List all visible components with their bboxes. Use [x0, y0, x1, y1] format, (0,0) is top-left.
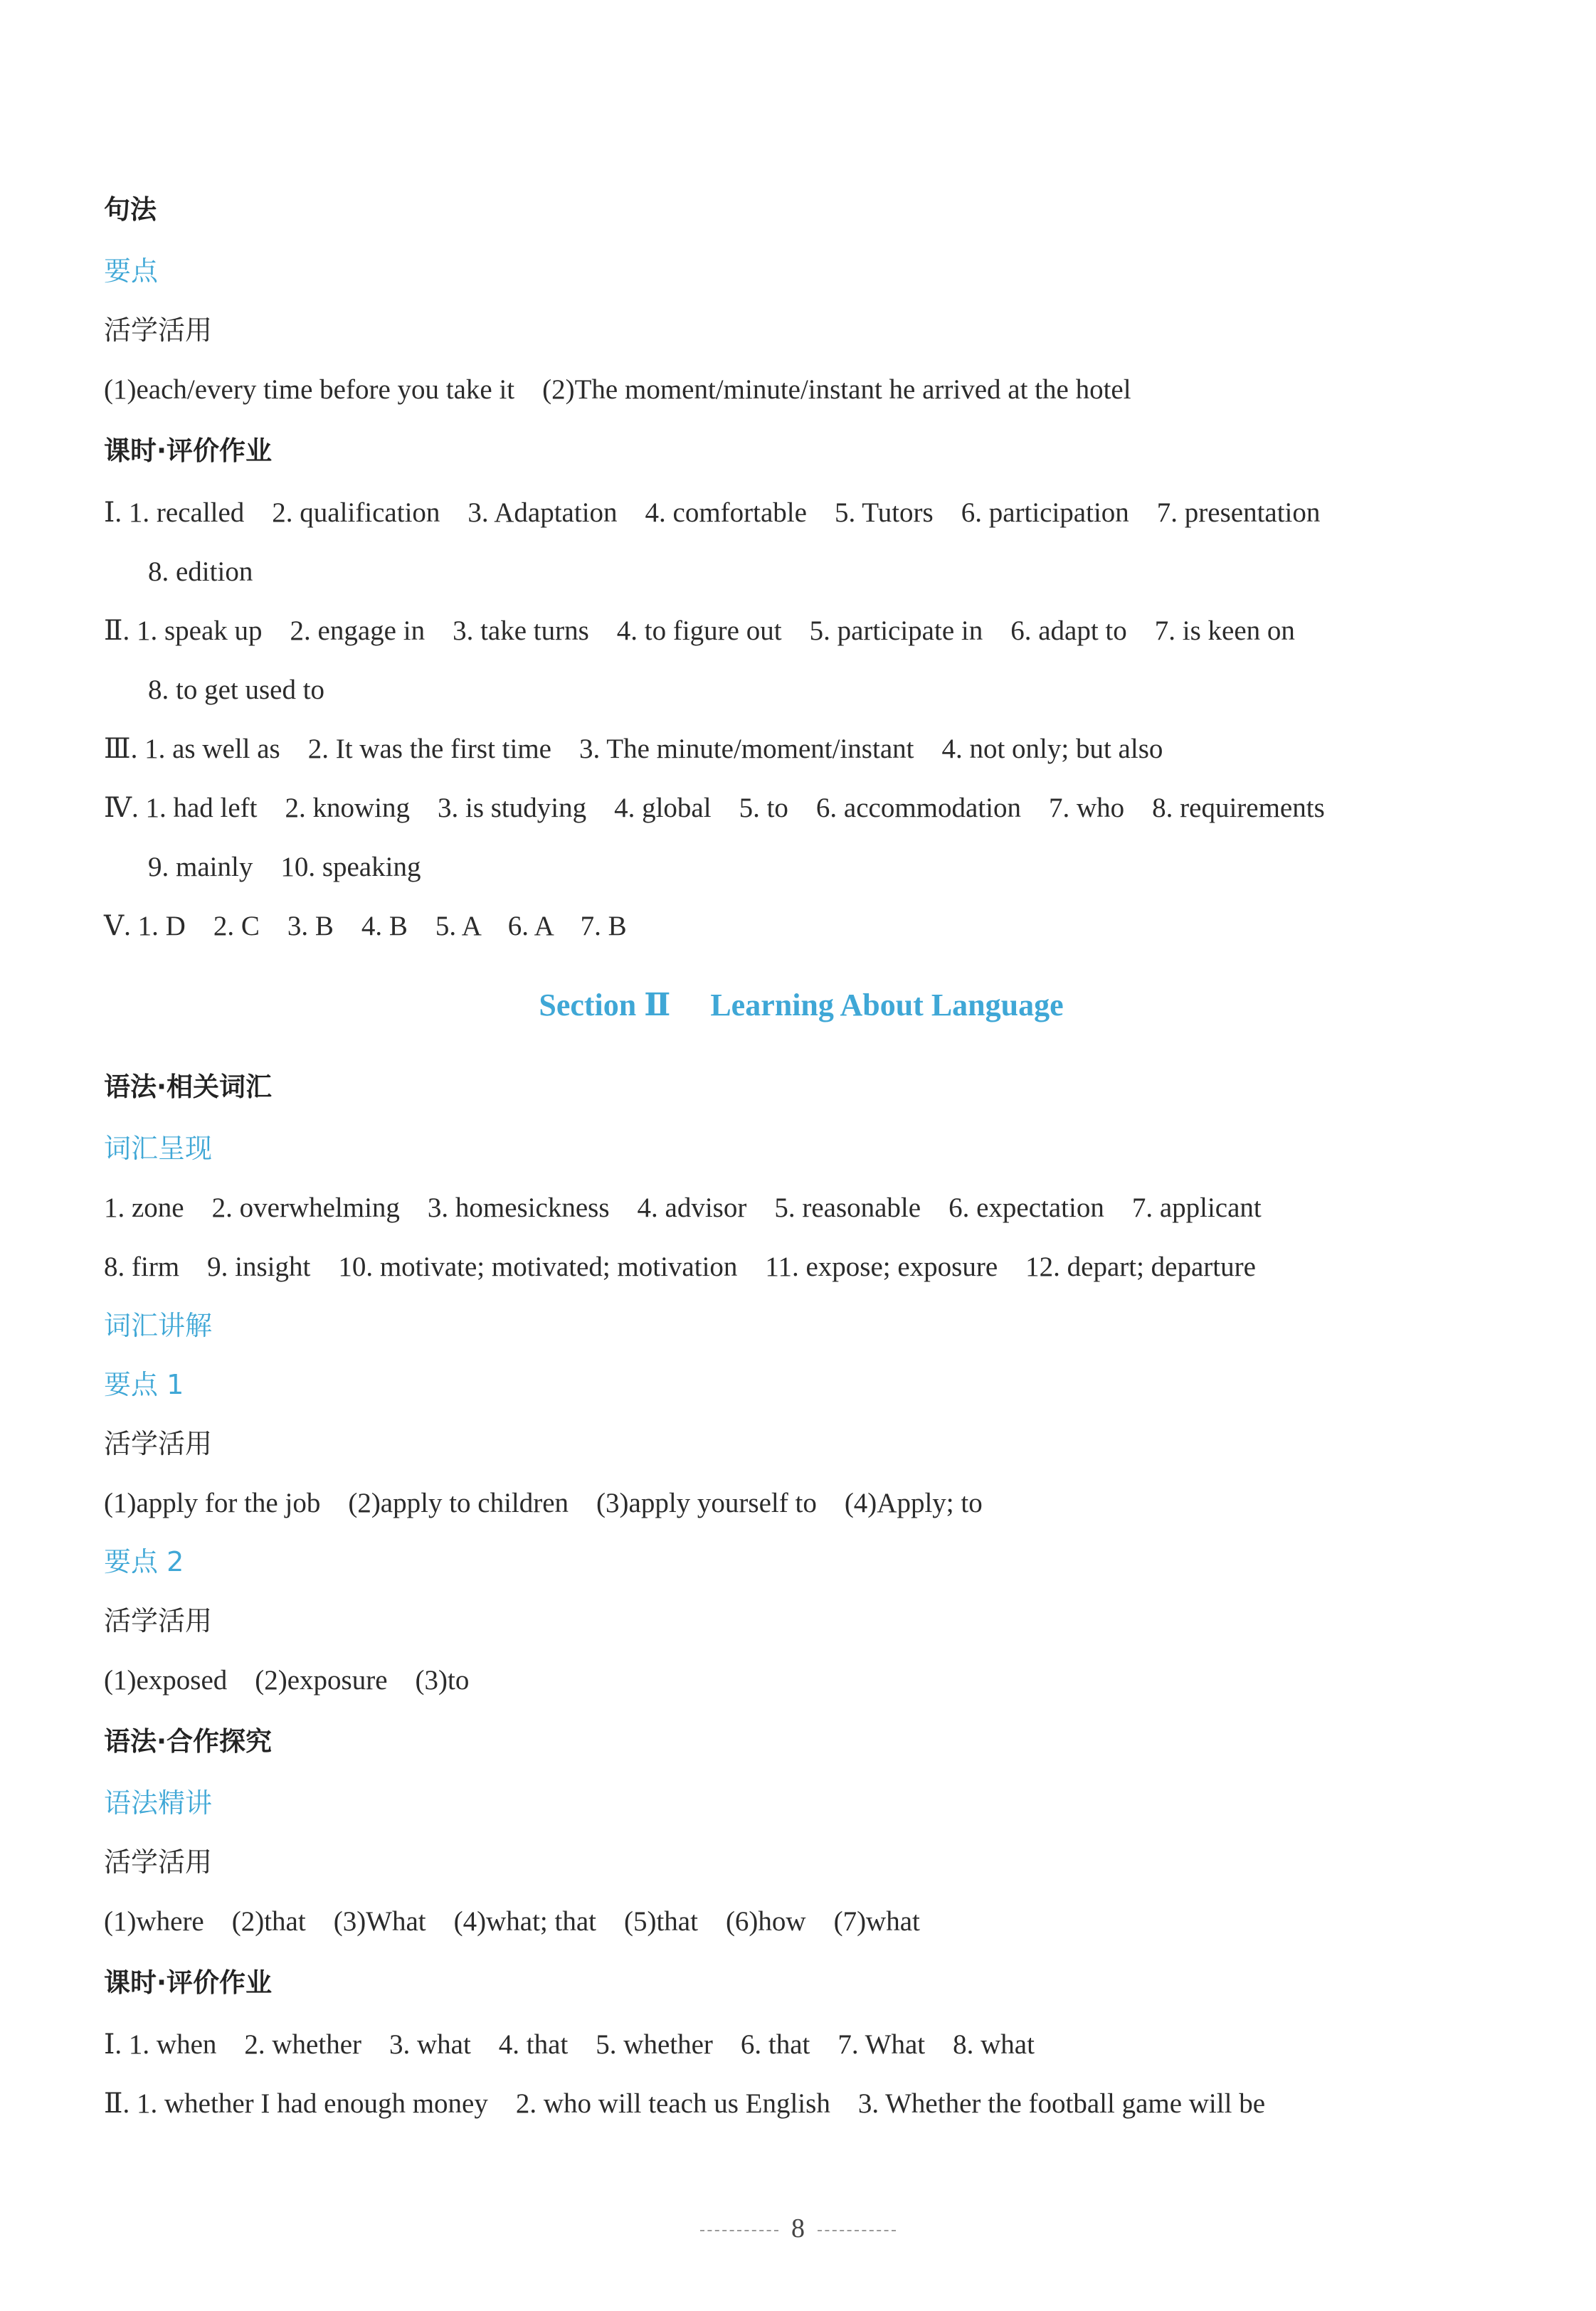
answer-line: (1)apply for the job (2)apply to children (3)apply yourself to (4)Apply; to [104, 1488, 983, 1518]
section-title [104, 956, 1499, 1055]
answer-page [104, 178, 1499, 2133]
subheading-vocab-explanation: 词汇讲解 [104, 1310, 213, 1341]
section-label: Section Ⅱ [539, 988, 671, 1022]
answer-line: Ⅰ. 1. recalled 2. qualification 3. Adaptation 4. comfortable 5. Tutors 6. participation 7. presentation [104, 497, 1321, 528]
answer-line: (1)exposed (2)exposure (3)to [104, 1665, 470, 1696]
subheading-point-2: 要点 2 [104, 1546, 184, 1577]
answer-line: Ⅱ. 1. speak up 2. engage in 3. take turns 4. to figure out 5. participate in 6. adapt to 7. is keen on [104, 615, 1295, 646]
answer-line: Ⅳ. 1. had left 2. knowing 3. is studying 4. global 5. to 6. accommodation 7. who 8. requirements [104, 793, 1325, 823]
heading-syntax: 句法 [104, 194, 157, 225]
answer-line: Ⅰ. 1. when 2. whether 3. what 4. that 5. whether 6. that 7. What 8. what [104, 2029, 1035, 2060]
answer-line: 1. zone 2. overwhelming 3. homesickness 4. advisor 5. reasonable 6. expectation 7. applicant [104, 1192, 1262, 1223]
practice-label: 活学活用 [104, 1846, 213, 1878]
answer-line: 8. edition [148, 556, 253, 587]
subheading-key-point: 要点 [104, 255, 159, 287]
heading-grammar-vocab: 语法·相关词汇 [104, 1072, 273, 1102]
answer-line: Ⅴ. 1. D 2. C 3. B 4. B 5. A 6. A 7. B [104, 911, 627, 941]
answer-line: 9. mainly 10. speaking [148, 852, 421, 882]
practice-label: 活学活用 [104, 1428, 213, 1459]
answer-line: Ⅱ. 1. whether I had enough money 2. who will teach us English 3. Whether the football game will be [104, 2088, 1266, 2119]
footer-rule-left [700, 2230, 778, 2231]
subheading-point-1: 要点 1 [104, 1369, 184, 1400]
subheading-grammar-detail: 语法精讲 [104, 1787, 213, 1819]
subheading-vocab-presentation: 词汇呈现 [104, 1133, 213, 1164]
section-name: Learning About Language [710, 988, 1064, 1022]
page-number: 8 [791, 2214, 805, 2243]
practice-label: 活学活用 [104, 314, 213, 346]
answer-line: Ⅲ. 1. as well as 2. It was the first time 3. The minute/moment/instant 4. not only; but also [104, 734, 1163, 764]
answer-line: (1)where (2)that (3)What (4)what; that (5)that (6)how (7)what [104, 1906, 920, 1937]
answer-line: 8. firm 9. insight 10. motivate; motivated; motivation 11. expose; exposure 12. depart; departure [104, 1252, 1256, 1282]
footer-rule-right [818, 2230, 896, 2231]
page-footer [0, 2213, 1596, 2244]
practice-label: 活学活用 [104, 1605, 213, 1636]
answer-line: 8. to get used to [148, 675, 325, 705]
answer-line: (1)each/every time before you take it (2)The moment/minute/instant he arrived at the hotel [104, 374, 1131, 405]
heading-homework: 课时·评价作业 [104, 1967, 273, 1998]
heading-grammar-exploration: 语法·合作探究 [104, 1726, 273, 1757]
heading-homework: 课时·评价作业 [104, 435, 273, 466]
